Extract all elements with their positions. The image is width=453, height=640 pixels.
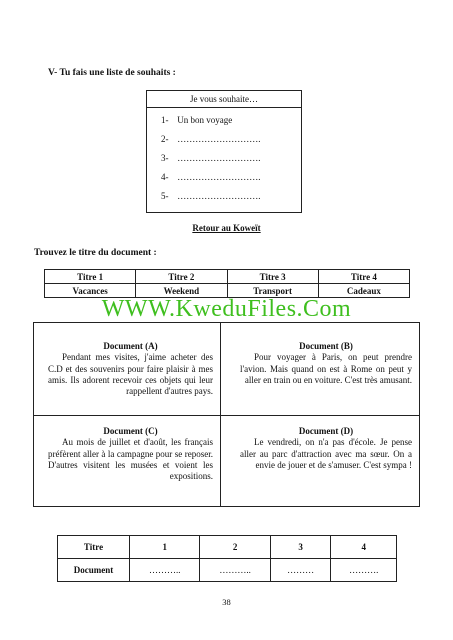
table-cell: 2 bbox=[200, 536, 270, 559]
document-text: Le vendredi, on n'a pas d'école. Je pense aller au parc d'attraction avec ma sœur. On a envie de jouer et de s'amuser. C'est sympa ! bbox=[240, 437, 412, 470]
section-v-title: V- Tu fais une liste de souhaits : bbox=[48, 68, 176, 78]
answer-number-row bbox=[58, 536, 397, 559]
table-cell: Weekend bbox=[136, 284, 227, 298]
wish-item-text: Un bon voyage bbox=[177, 115, 233, 125]
wish-list bbox=[161, 113, 261, 208]
wish-item-number: 4- bbox=[161, 172, 169, 182]
wish-item-text: ………………………. bbox=[177, 191, 261, 201]
document-a bbox=[48, 341, 213, 397]
wish-item bbox=[161, 151, 261, 170]
table-cell: 4 bbox=[331, 536, 397, 559]
table-cell: 1 bbox=[130, 536, 200, 559]
document-text: Au mois de juillet et d'août, les français préfèrent aller à la campagne pour se reposer. D'autres visitent les musées et voient les expositions. bbox=[48, 437, 213, 482]
answer-blank[interactable]: ……….. bbox=[200, 559, 270, 582]
document-text: Pour voyager à Paris, on peut prendre l'avion. Mais quand on est à Rome on peut y aller en train ou en voiture. C'est très amusant. bbox=[240, 352, 412, 385]
answer-blank[interactable]: ………. bbox=[331, 559, 397, 582]
watermark: WWW.KweduFiles.Com bbox=[101, 296, 352, 322]
table-cell: Vacances bbox=[45, 284, 136, 298]
trouvez-instruction: Trouvez le titre du document : bbox=[34, 248, 157, 258]
answer-table bbox=[57, 535, 397, 582]
answer-blank-row bbox=[58, 559, 397, 582]
document-title: Document (A) bbox=[103, 341, 158, 351]
table-cell: Transport bbox=[227, 284, 318, 298]
document-title: Document (B) bbox=[299, 341, 353, 351]
wish-item-number: 3- bbox=[161, 153, 169, 163]
retour-heading bbox=[0, 223, 453, 233]
wish-item bbox=[161, 132, 261, 151]
document-title: Document (D) bbox=[298, 426, 354, 436]
document-d bbox=[240, 426, 412, 471]
table-cell: Titre 2 bbox=[136, 270, 227, 284]
document-c bbox=[48, 426, 213, 482]
table-cell: Cadeaux bbox=[318, 284, 409, 298]
wish-item-number: 2- bbox=[161, 134, 169, 144]
wish-item-text: ………………………. bbox=[177, 134, 261, 144]
wish-item bbox=[161, 170, 261, 189]
table-cell: Titre bbox=[58, 536, 130, 559]
page-number: 38 bbox=[222, 597, 231, 607]
document-title: Document (C) bbox=[103, 426, 158, 436]
wish-item-number: 1- bbox=[161, 115, 169, 125]
titres-table bbox=[44, 269, 410, 298]
wish-item-text: ………………………. bbox=[177, 172, 261, 182]
wish-item-number: 5- bbox=[161, 191, 169, 201]
table-cell: Titre 4 bbox=[318, 270, 409, 284]
wish-item bbox=[161, 113, 261, 132]
titres-header-row bbox=[45, 270, 410, 284]
table-cell: Titre 3 bbox=[227, 270, 318, 284]
wish-item bbox=[161, 189, 261, 208]
grid-divider bbox=[34, 415, 419, 416]
document-b bbox=[240, 341, 412, 386]
table-cell: Document bbox=[58, 559, 130, 582]
wish-item-text: ………………………. bbox=[177, 153, 261, 163]
table-cell: 3 bbox=[270, 536, 331, 559]
answer-blank[interactable]: ……….. bbox=[130, 559, 200, 582]
retour-heading-text: Retour au Koweït bbox=[192, 223, 261, 233]
documents-grid bbox=[33, 322, 420, 507]
answer-blank[interactable]: ……… bbox=[270, 559, 331, 582]
wish-list-box bbox=[146, 90, 302, 213]
table-cell: Titre 1 bbox=[45, 270, 136, 284]
wish-list-header: Je vous souhaite… bbox=[147, 91, 301, 108]
document-text: Pendant mes visites, j'aime acheter des C.D et des souvenirs pour faire plaisir à mes amis. Ils adorent recevoir ces objets qui leur rappellent d'autres pays. bbox=[48, 352, 213, 397]
